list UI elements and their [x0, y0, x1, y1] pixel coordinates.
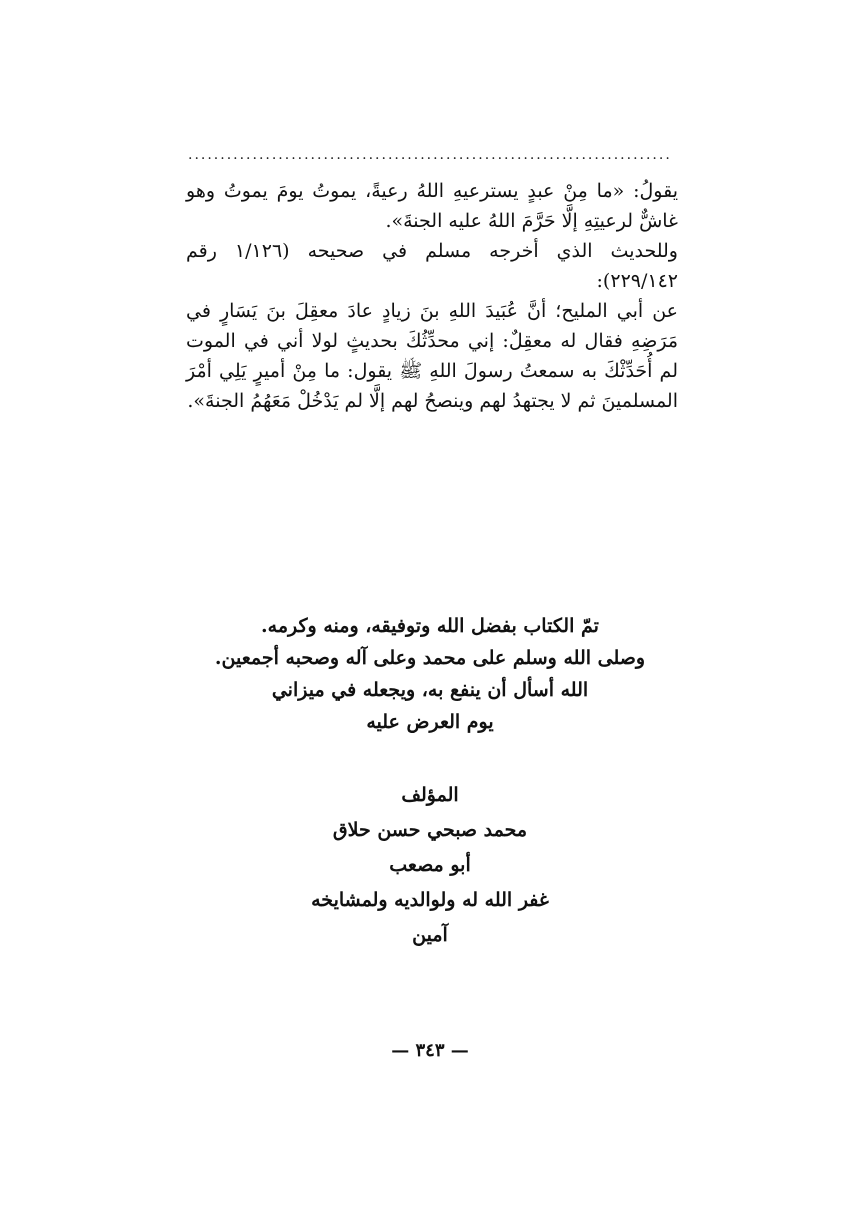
author-block: [230, 778, 630, 953]
closing-line-3: الله أسأل أن ينفع به، ويجعله في ميزاني: [271, 679, 589, 701]
closing-line-1: تمّ الكتاب بفضل الله وتوفيقه، ومنه وكرمه.: [261, 615, 599, 637]
footnote-separator: ...........................................................................: [188, 148, 672, 162]
footnote-paragraph-1: يقولُ: «ما مِنْ عبدٍ يسترعيهِ اللهُ رعيةً، يموتُ يومَ يموتُ وهو غاشٌّ لرعيتِهِ إلَّا حَرَّمَ اللهُ عليه الجنةَ».: [186, 180, 678, 232]
author-kunya: أبو مصعب: [389, 854, 471, 876]
author-name: محمد صبحي حسن حلاق: [332, 819, 528, 841]
footnote-paragraph-3: عن أبي المليح؛ أنَّ عُبَيدَ اللهِ بنَ زيادٍ عادَ معقِلَ بنَ يَسَارٍ في مَرَضِهِ فقال له معقِلٌ: إني محدِّثُكَ بحديثٍ لولا أني في الموت لم أُحَدِّثْكَ به سمعتُ رسولَ اللهِ ﷺ يقول: ما مِنْ أميرٍ يَلِي أمْرَ المسلمينَ ثم لا يجتهدُ لهم وينصحُ لهم إلَّا لم يَدْخُلْ مَعَهُمُ الجنةَ».: [186, 300, 678, 412]
closing-line-4: يوم العرض عليه: [366, 711, 494, 733]
author-prayer: غفر الله له ولوالديه ولمشايخه: [311, 889, 549, 911]
author-label: المؤلف: [401, 784, 459, 806]
footnotes-block: [186, 176, 678, 416]
closing-statement: [150, 610, 710, 738]
footnote-paragraph-2: وللحديث الذي أخرجه مسلم في صحيحه (١/١٢٦ رقم ٢٢٩/١٤٢):: [186, 240, 678, 292]
page-number: — ٣٤٣ —: [391, 1040, 469, 1061]
author-amen: آمين: [412, 924, 448, 946]
closing-line-2: وصلى الله وسلم على محمد وعلى آله وصحبه أجمعين.: [214, 647, 646, 669]
